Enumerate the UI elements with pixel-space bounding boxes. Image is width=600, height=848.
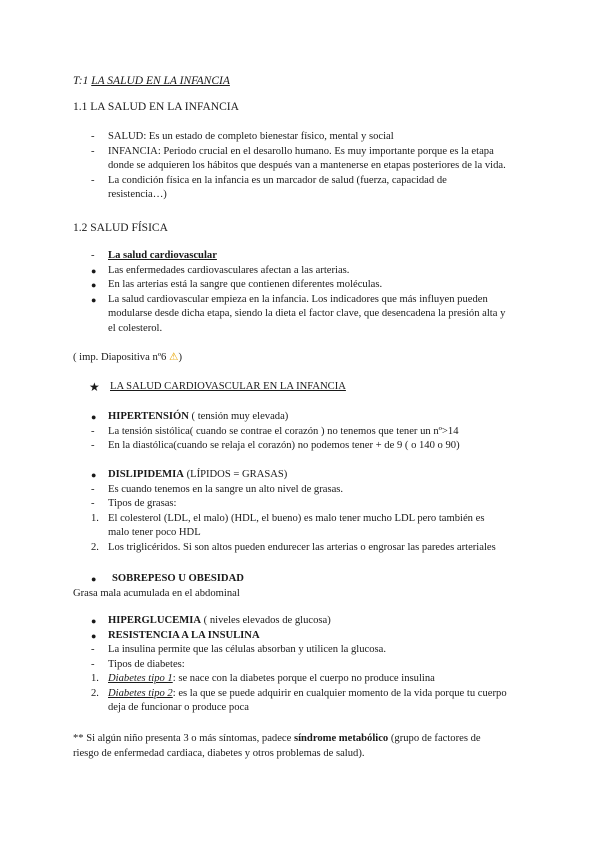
list-item-continuation: el colesterol. xyxy=(108,322,163,334)
list-item: ● Las enfermedades cardiovasculares afectan a las arterias. xyxy=(91,264,350,276)
page-title xyxy=(73,74,230,89)
star-heading: ★ LA SALUD CARDIOVASCULAR EN LA INFANCIA xyxy=(89,380,346,394)
sobrepeso-heading: ● SOBREPESO U OBESIDAD xyxy=(91,573,244,584)
numbered-item-continuation: deja de funcionar o produce poca xyxy=(108,702,249,713)
list-item-continuation: modularse desde dicha etapa, siendo la dieta el factor clave, que desencadena la presión alta y xyxy=(108,308,506,319)
section-2-list xyxy=(0,249,600,336)
list-item: - Tipos de diabetes: xyxy=(91,658,185,670)
star-icon: ★ xyxy=(89,380,100,394)
section-2-heading: 1.2 SALUD FÍSICA xyxy=(73,222,168,234)
final-note-line2: riesgo de enfermedad cardiaca, diabetes y otros problemas de salud). xyxy=(73,748,365,759)
hiperglucemia-block xyxy=(0,614,600,716)
dislipidemia-heading: ● DISLIPIDEMIA (LÍPIDOS = GRASAS) xyxy=(91,469,288,480)
hipertension-heading: ● HIPERTENSIÓN ( tensión muy elevada) xyxy=(91,411,289,422)
list-item: - INFANCIA: Periodo crucial en el desarollo humano. Es muy importante porque es la etapa xyxy=(91,145,494,157)
title-prefix: T:1 xyxy=(73,75,92,87)
list-item: ● En las arterias está la sangre que contienen diferentes moléculas. xyxy=(91,279,383,290)
list-item: - Es cuando tenemos en la sangre un alto nivel de grasas. xyxy=(91,483,344,495)
warning-icon: ⚠ xyxy=(168,352,179,363)
resistencia-heading: ● RESISTENCIA A LA INSULINA xyxy=(91,629,260,641)
slide-note: ( imp. Diapositiva nº6 ⚠) xyxy=(73,352,183,363)
numbered-item: 1. El colesterol (LDL, el malo) (HDL, el bueno) es malo tener mucho LDL pero también es xyxy=(91,512,485,524)
list-item: - La insulina permite que las células absorban y utilicen la glucosa. xyxy=(91,644,386,655)
list-item-continuation: resistencia…) xyxy=(108,189,167,200)
hiperglucemia-heading: ● HIPERGLUCEMIA ( niveles elevados de glucosa) xyxy=(91,615,331,626)
hipertension-block xyxy=(0,410,600,454)
list-item: ● La salud cardiovascular empieza en la infancia. Los indicadores que más influyen pueden xyxy=(91,293,488,305)
list-item: - La tensión sistólica( cuando se contrae el corazón ) no tenemos que tener un nº>14 xyxy=(91,425,459,437)
final-note: ** Si algún niño presenta 3 o más síntomas, padece síndrome metabólico (grupo de factores de xyxy=(73,733,481,744)
list-item: - SALUD: Es un estado de completo bienestar físico, mental y social xyxy=(91,131,394,142)
numbered-item: 2. Los triglicéridos. Si son altos pueden endurecer las arterias o engrosar las paredes arteriales xyxy=(91,541,496,553)
list-item-continuation: donde se adquieren los hábitos que después van a mantenerse en etapas posteriores de la vida. xyxy=(108,160,506,171)
dislipidemia-block xyxy=(0,468,600,555)
list-item: - La condición física en la infancia es un marcador de salud (fuerza, capacidad de xyxy=(91,174,447,186)
section-1-list xyxy=(0,130,600,203)
list-item: - En la diastólica(cuando se relaja el corazón) no podemos tener + de 9 ( o 140 o 90) xyxy=(91,440,460,451)
numbered-item-continuation: malo tener poco HDL xyxy=(108,527,201,538)
section-1-heading: 1.1 LA SALUD EN LA INFANCIA xyxy=(73,101,239,113)
sobrepeso-block xyxy=(0,572,600,587)
numbered-item: 1. Diabetes tipo 1: se nace con la diabetes porque el cuerpo no produce insulina xyxy=(91,673,435,684)
sobrepeso-sub: Grasa mala acumulada en el abdominal xyxy=(73,588,240,599)
list-item: - Tipos de grasas: xyxy=(91,498,177,509)
title-text: LA SALUD EN LA INFANCIA xyxy=(91,75,230,87)
subheading: - La salud cardiovascular xyxy=(91,250,217,261)
numbered-item: 2. Diabetes tipo 2: es la que se puede adquirir en cualquier momento de la vida porque tu cuerpo xyxy=(91,687,507,699)
